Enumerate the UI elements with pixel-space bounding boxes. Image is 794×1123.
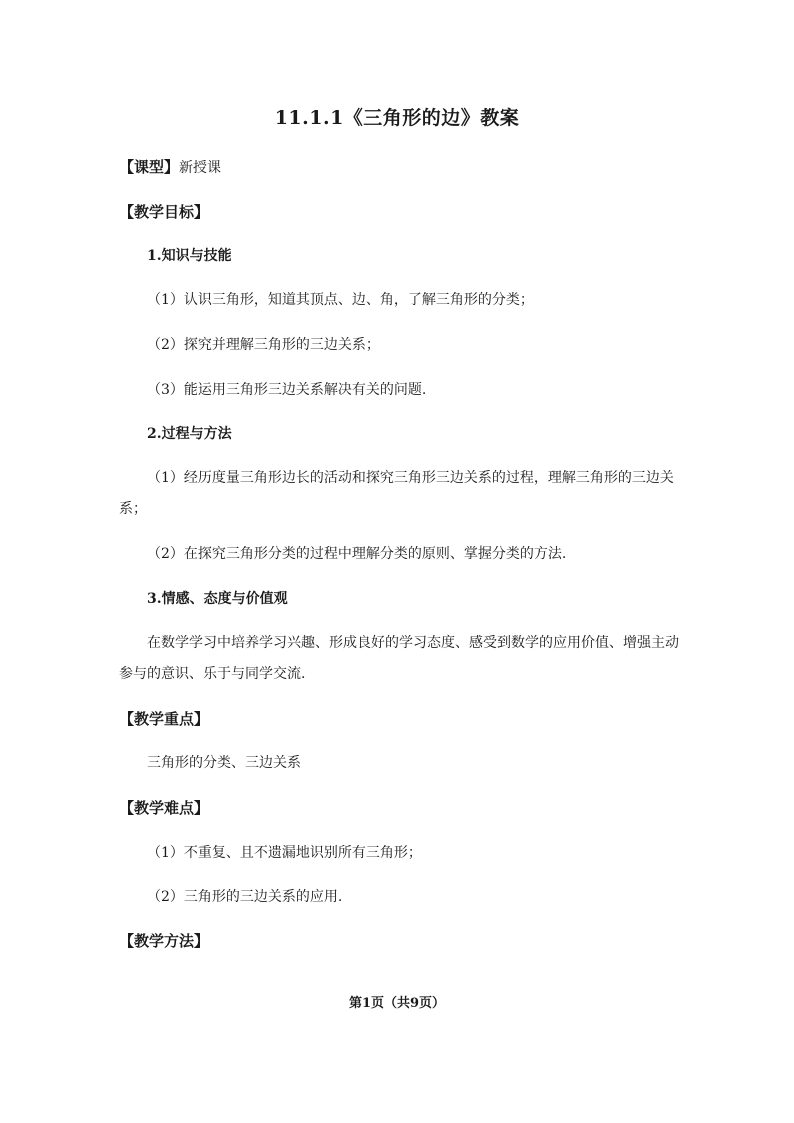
process-item-1-line-1: （1）经历度量三角形边长的活动和探究三角形三边关系的过程，理解三角形的三边关 <box>147 470 674 486</box>
lesson-type-label: 【课型】 <box>119 158 180 176</box>
objectives-heading: 【教学目标】 <box>119 203 210 221</box>
emotion-heading: 3.情感、态度与价值观 <box>147 591 288 607</box>
process-item-1-line-2: 系； <box>119 501 147 517</box>
knowledge-item-1: （1）认识三角形，知道其顶点、边、角，了解三角形的分类； <box>147 292 534 308</box>
knowledge-item-3: （3）能运用三角形三边关系解决有关的问题. <box>147 382 427 398</box>
lesson-type-line <box>119 157 675 178</box>
process-heading: 2.过程与方法 <box>147 426 232 442</box>
methods-heading: 【教学方法】 <box>119 932 210 950</box>
difficulty-item-1: （1）不重复、且不遗漏地识别所有三角形； <box>147 845 422 861</box>
emotion-line-1: 在数学学习中培养学习兴趣、形成良好的学习态度、感受到数学的应用价值、增强主动 <box>147 635 679 651</box>
key-points-text: 三角形的分类、三边关系 <box>147 755 301 771</box>
difficulties-heading: 【教学难点】 <box>119 799 210 817</box>
knowledge-heading: 1.知识与技能 <box>147 248 232 264</box>
key-points-heading: 【教学重点】 <box>119 710 210 728</box>
process-item-2: （2）在探究三角形分类的过程中理解分类的原则、掌握分类的方法. <box>147 546 567 562</box>
emotion-line-2: 参与的意识、乐于与同学交流. <box>119 666 306 682</box>
page-number: 第1页（共9页） <box>348 996 446 1011</box>
difficulty-item-2: （2）三角形的三边关系的应用. <box>147 889 343 905</box>
lesson-type-value: 新授课 <box>179 160 222 176</box>
knowledge-item-2: （2）探究并理解三角形的三边关系； <box>147 337 380 353</box>
page-title: 11.1.1《三角形的边》教案 <box>274 107 520 129</box>
